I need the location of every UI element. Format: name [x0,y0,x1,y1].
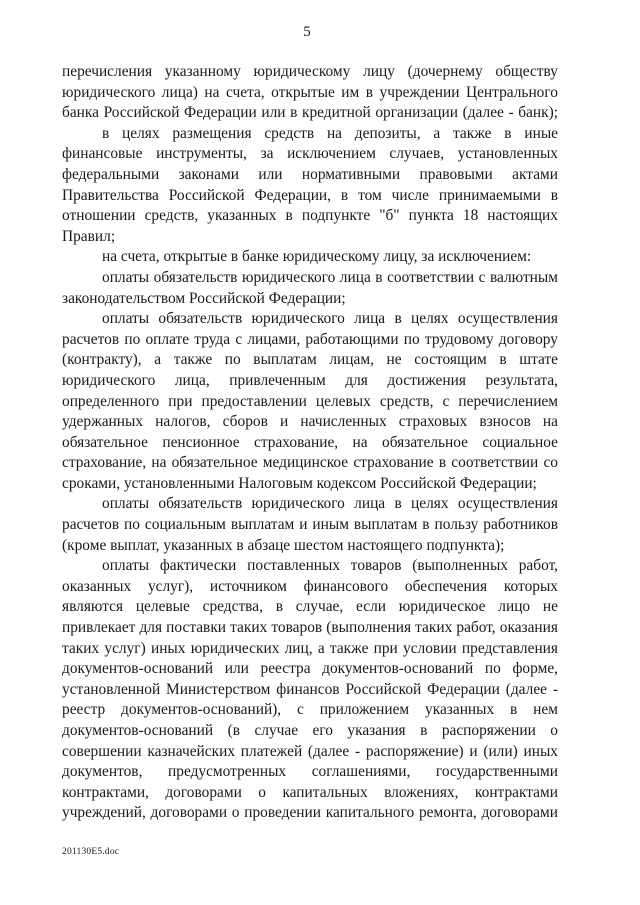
text-line: на счета, открытые в банке юридическому лицу, за исключением: [102,248,532,266]
text-line: учреждений, договорами о проведении капитального ремонта, договорами [62,804,558,822]
footer-file-code: 201130E5.doc [62,847,120,857]
text-line: страхование, на обязательное медицинское страхование в соответствии со [62,454,558,472]
text-line: Правительства Российской Федерации, в том числе принимаемыми в [62,186,558,204]
text-line: сроками, установленными Налоговым кодексом Российской Федерации; [62,474,537,492]
text-line: финансовые инструменты, за исключением случаев, установленных [62,145,558,163]
text-line: расчетов по социальным выплатам и иным выплатам в пользу работников [62,516,558,534]
text-line: документов-оснований (в случае его указания в распоряжении о [62,722,558,739]
text-line: юридического лица, привлеченным для достижения результата, [62,371,558,389]
page-number: 5 [303,24,311,40]
text-line: расчетов по оплате труда с лицами, работающими по трудовому договору [62,330,558,348]
text-line: федеральными законами или нормативными правовыми актами [62,165,558,183]
text-line: являются целевые средства, в случае, если юридическое лицо не [62,598,558,616]
text-line: контрактами, договорами о капитальных вложениях, контрактами [62,783,558,801]
text-line: оплаты обязательств юридического лица в целях осуществления [102,495,558,513]
text-line: определенного при предоставлении целевых средств, с перечислением [62,392,558,410]
text-line: таких услуг) иных юридических лиц, а также при условии представления [62,639,558,657]
text-line: оплаты фактически поставленных товаров (выполненных работ, [102,557,558,575]
text-line: реестр документов-оснований), с приложением указанных в нем [62,701,558,719]
text-line: установленной Министерством финансов Российской Федерации (далее - [62,680,558,698]
text-line: документов-оснований или реестра документов-оснований по форме, [62,660,558,678]
text-line: обязательное пенсионное страхование, на обязательное социальное [62,433,558,451]
text-line: законодательством Российской Федерации; [62,289,346,307]
text-line: перечисления указанному юридическому лицу (дочернему обществу [62,63,558,80]
text-line: документов, предусмотренных соглашениями, государственными [62,763,558,781]
text-line: оплаты обязательств юридического лица в целях осуществления [102,310,558,328]
text-line: (контракту), а также по выплатам лицам, не состоящим в штате [62,351,558,369]
text-line: Правил; [62,227,116,245]
text-line: юридического лица) на счета, открытые им в учреждении Центрального [62,83,558,101]
text-line: отношении средств, указанных в подпункте "б" пункта 18 настоящих [62,207,558,225]
text-line: совершении казначейских платежей (далее - распоряжение) и (или) иных [62,742,558,760]
text-line: оплаты обязательств юридического лица в соответствии с валютным [102,268,558,286]
text-line: (кроме выплат, указанных в абзаце шестом настоящего подпункта); [62,536,505,554]
text-line: оказанных услуг), источником финансового обеспечения которых [62,577,558,595]
text-line: в целях размещения средств на депозиты, а также в иные [102,124,558,142]
text-line: привлекает для поставки таких товаров (выполнения таких работ, оказания [62,619,558,637]
text-line: банка Российской Федерации или в кредитной организации (далее - банк); [62,104,558,122]
text-line: удержанных налогов, сборов и начисленных страховых взносов на [62,413,558,431]
document-body [62,62,558,824]
